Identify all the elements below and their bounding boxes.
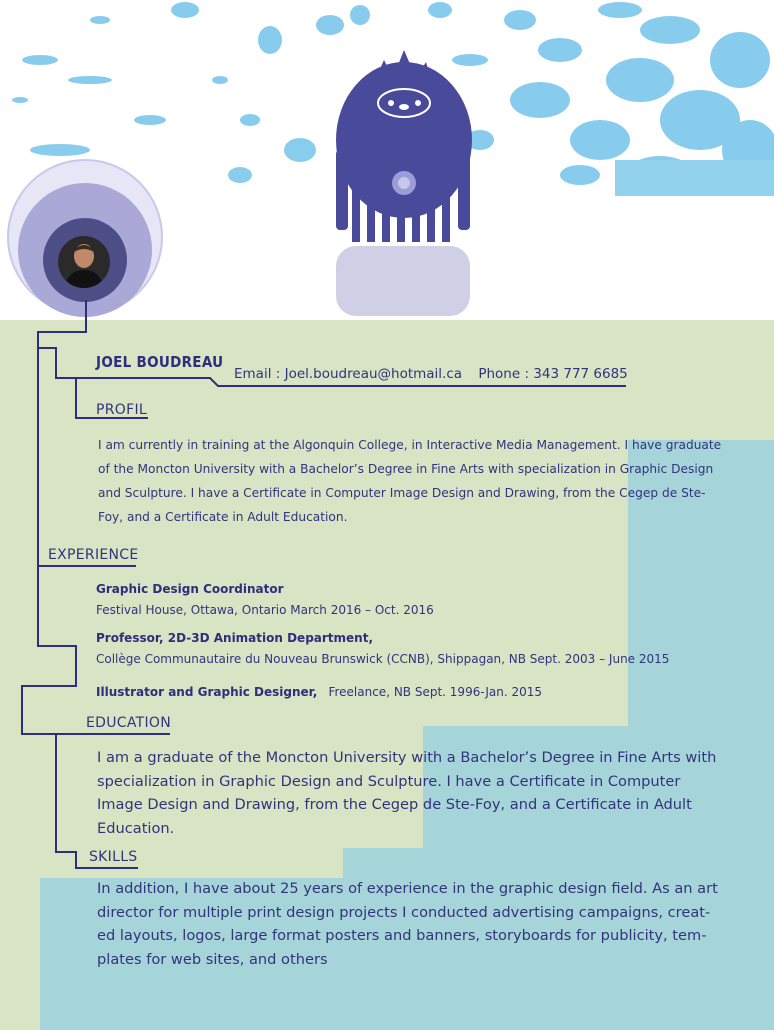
job-title: Illustrator and Graphic Designer, <box>96 685 318 699</box>
profil-line: I am currently in training at the Algonquin College, in Interactive Media Management. I have graduate <box>98 438 722 452</box>
skills-line: In addition, I have about 25 years of experience in the graphic design field. As an art <box>97 880 718 897</box>
full-name: JOEL BOUDREAU <box>96 353 224 371</box>
profil-line: Foy, and a Certificate in Adult Education. <box>98 510 348 524</box>
profil-line: and Sculpture. I have a Certificate in Computer Image Design and Drawing, from the Cegep de Ste- <box>98 486 706 500</box>
education-line: specialization in Graphic Design and Sculpture. I have a Certificate in Computer <box>97 772 681 790</box>
contact-info <box>234 366 640 382</box>
education-line: Education. <box>97 819 175 837</box>
skills-text <box>97 877 718 971</box>
profil-line: of the Moncton University with a Bachelor’s Degree in Fine Arts with specialization in Graphic Design <box>98 462 714 476</box>
experience-heading: EXPERIENCE <box>48 547 139 563</box>
job-detail: Festival House, Ottawa, Ontario March 2016 – Oct. 2016 <box>96 603 434 617</box>
skills-line: plates for web sites, and others <box>97 950 328 968</box>
phone-text: Phone : 343 777 6685 <box>478 366 628 382</box>
profil-text <box>98 433 721 529</box>
avatar <box>58 236 110 288</box>
job-title: Graphic Design Coordinator <box>96 582 284 596</box>
job-title: Professor, 2D-3D Animation Department, <box>96 631 374 645</box>
email-text: Email : Joel.boudreau@hotmail.ca <box>234 366 463 382</box>
skills-heading: SKILLS <box>89 849 138 865</box>
education-line: I am a graduate of the Moncton University with a Bachelor’s Degree in Fine Arts with <box>97 749 717 766</box>
skills-line: ed layouts, logos, large format posters and banners, storyboards for publicity, tem- <box>97 927 707 944</box>
education-text <box>97 746 716 840</box>
job-detail: Collège Communautaire du Nouveau Brunswick (CCNB), Shippagan, NB Sept. 2003 – June 2015 <box>96 652 670 666</box>
mascot-reflection <box>336 246 470 316</box>
job-entry <box>96 681 542 700</box>
profil-heading: PROFIL <box>96 402 147 418</box>
skills-line: director for multiple print design projects I conducted advertising campaigns, creat- <box>97 903 711 921</box>
job-detail: Freelance, NB Sept. 1996-Jan. 2015 <box>328 685 542 699</box>
education-heading: EDUCATION <box>86 715 172 731</box>
education-line: Image Design and Drawing, from the Cegep de Ste-Foy, and a Certificate in Adult <box>97 796 692 813</box>
mascot-monster <box>336 50 472 242</box>
